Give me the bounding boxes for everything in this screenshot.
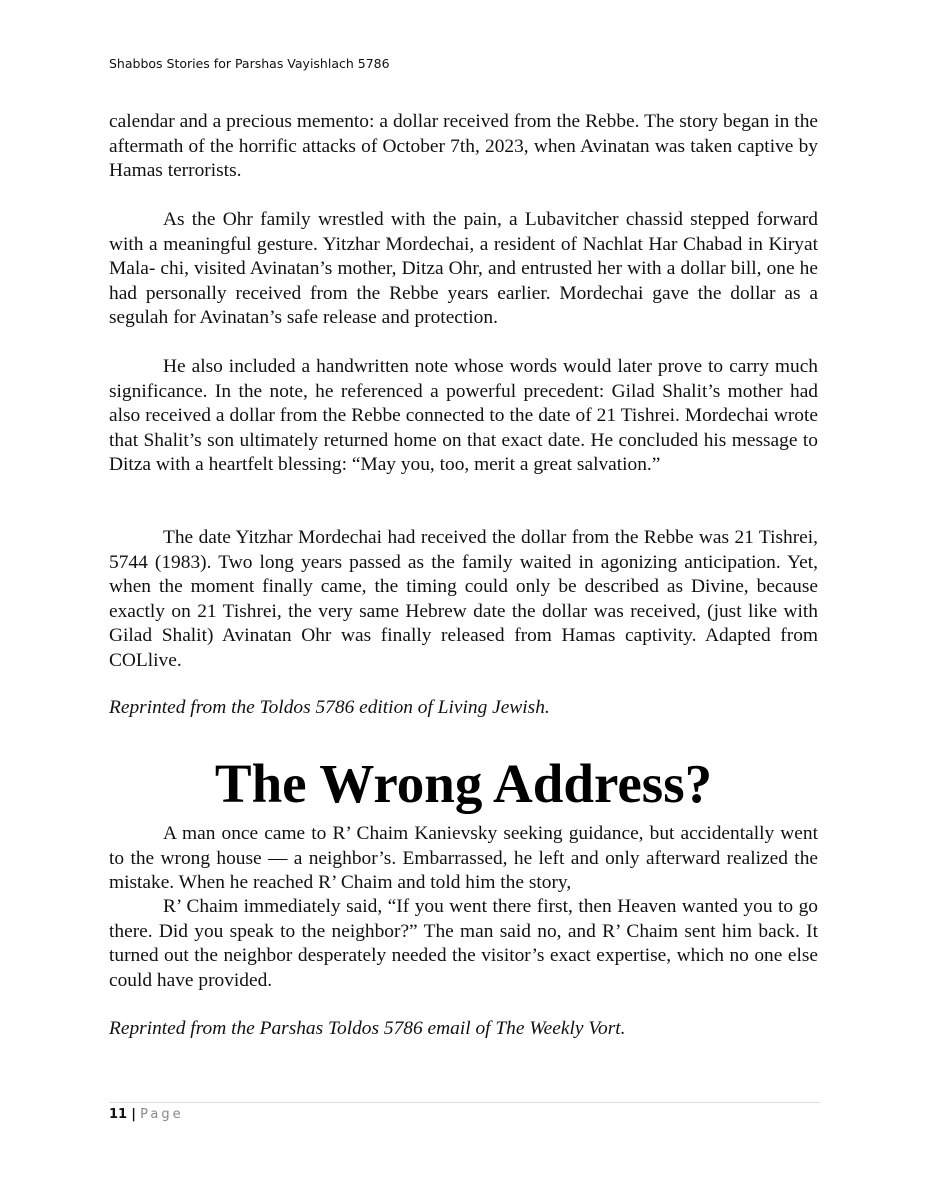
page-footer	[109, 1107, 184, 1122]
running-header: Shabbos Stories for Parshas Vayishlach 5786	[109, 56, 390, 71]
page-number: 11	[109, 1107, 128, 1122]
story2-credit: Reprinted from the Parshas Toldos 5786 email of The Weekly Vort.	[109, 1018, 626, 1039]
story1-paragraph-1: calendar and a precious memento: a dollar received from the Rebbe. The story began in the aftermath of the horrific attacks of October 7th, 2023, when Avinatan was taken captive by Hamas terrorists.	[109, 111, 818, 181]
page-label: Page	[140, 1107, 184, 1122]
story2-title: The Wrong Address?	[214, 753, 713, 814]
story1-paragraph-3: He also included a handwritten note whose words would later prove to carry much significance. In the note, he referenced a powerful precedent: Gilad Shalit’s mother had also received a dollar from the Rebbe connected to the date of 21 Tishrei. Mordechai wrote that Shalit’s son ultimately returned home on that exact date. He concluded his message to Ditza with a heartfelt blessing: “May you, too, merit a great salvation.”	[109, 356, 818, 475]
footer-separator: |	[131, 1107, 136, 1122]
story2-paragraph-1: A man once came to R’ Chaim Kanievsky seeking guidance, but accidentally went to the wrong house — a neighbor’s. Embarrassed, he left and only afterward realized the mistake. When he reached R’ Chaim and told him the story,	[109, 823, 818, 893]
story2-paragraph-2: R’ Chaim immediately said, “If you went there first, then Heaven wanted you to go there. Did you speak to the neighbor?” The man said no, and R’ Chaim sent him back. It turned out the neighbor desperately needed the visitor’s exact expertise, which no one else could have provided.	[109, 896, 818, 991]
story1-credit: Reprinted from the Toldos 5786 edition of Living Jewish.	[109, 697, 550, 718]
footer-divider	[109, 1102, 820, 1103]
story1-paragraph-4: The date Yitzhar Mordechai had received the dollar from the Rebbe was 21 Tishrei, 5744 (1983). Two long years passed as the family waited in agonizing anticipation. Yet, when the moment finally came, the timing could only be described as Divine, because exactly on 21 Tishrei, the very same Hebrew date the dollar was received, (just like with Gilad Shalit) Avinatan Ohr was finally released from Hamas captivity. Adapted from COLlive.	[109, 527, 818, 671]
story1-paragraph-2: As the Ohr family wrestled with the pain, a Lubavitcher chassid stepped forward with a meaningful gesture. Yitzhar Mordechai, a resident of Nachlat Har Chabad in Kiryat Mala- chi, visited Avinatan’s mother, Ditza Ohr, and entrusted her with a dollar bill, one he had personally received from the Rebbe years earlier. Mordechai gave the dollar as a segulah for Avinatan’s safe release and protection.	[109, 209, 818, 328]
